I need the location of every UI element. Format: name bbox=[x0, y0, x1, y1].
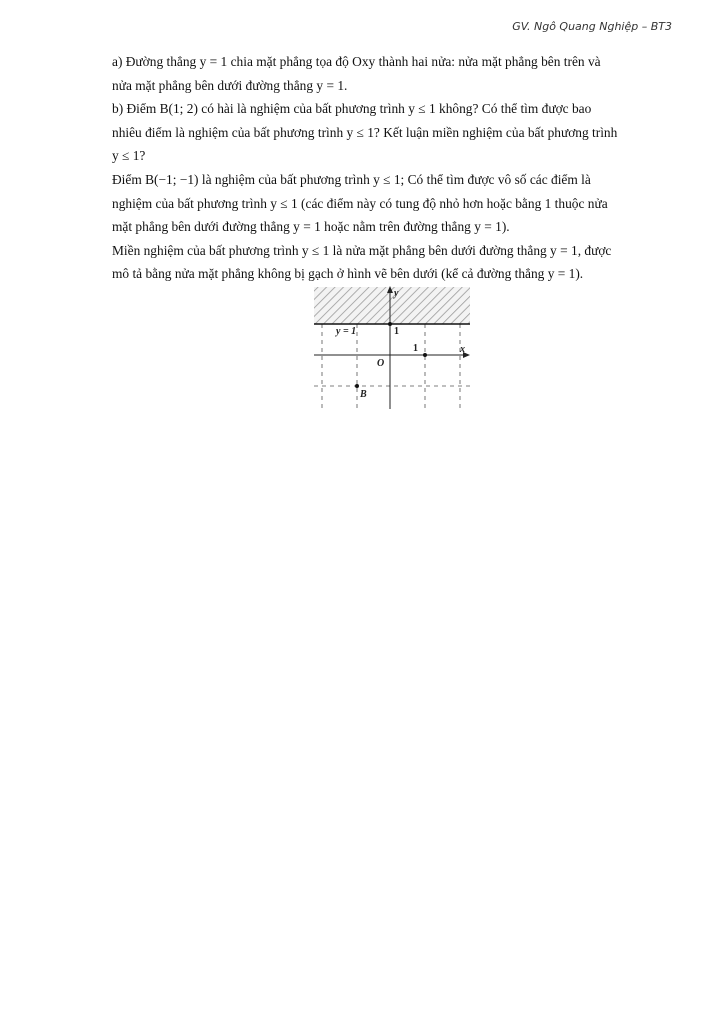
text-line: nhiêu điểm là nghiệm của bất phương trình y ≤ 1? Kết luận miền nghiệm của bất phương trình bbox=[112, 124, 618, 140]
text-line: y ≤ 1? bbox=[112, 148, 146, 164]
y-tick-label: 1 bbox=[394, 326, 399, 337]
text-line: nửa mặt phẳng bên dưới đường thẳng y = 1. bbox=[112, 77, 348, 93]
text-line: mô tả bằng nửa mặt phẳng không bị gạch ở hình vẽ bên dưới (kể cả đường thẳng y = 1). bbox=[112, 266, 584, 282]
page-header: GV. Ngô Quang Nghiệp – BT3 bbox=[512, 20, 672, 33]
x-axis-label: x bbox=[460, 344, 465, 355]
text-line: Điểm B(−1; −1) là nghiệm của bất phương trình y ≤ 1; Có thể tìm được vô số các điểm là bbox=[112, 171, 591, 187]
solution-region-graph bbox=[312, 284, 474, 412]
text-line: a) Đường thẳng y = 1 chia mặt phẳng tọa độ Oxy thành hai nửa: nửa mặt phẳng bên trên và bbox=[112, 54, 601, 69]
point-x1 bbox=[423, 353, 427, 357]
point-y1-intercept bbox=[388, 322, 392, 326]
text-line: mặt phẳng bên dưới đường thẳng y = 1 hoặc nằm trên đường thẳng y = 1). bbox=[112, 219, 510, 235]
line-label: y = 1 bbox=[336, 326, 357, 337]
y-axis-label: y bbox=[394, 288, 399, 299]
origin-label: O bbox=[377, 358, 385, 369]
text-line: Miền nghiệm của bất phương trình y ≤ 1 là nửa mặt phẳng bên dưới đường thẳng y = 1, được bbox=[112, 242, 612, 258]
point-b-label: B bbox=[360, 389, 367, 400]
x-tick-label: 1 bbox=[413, 343, 418, 354]
text-line: b) Điểm B(1; 2) có hài là nghiệm của bất phương trình y ≤ 1 không? Có thể tìm được bao bbox=[112, 101, 592, 117]
point-b bbox=[355, 384, 359, 388]
text-line: nghiệm của bất phương trình y ≤ 1 (các điểm này có tung độ nhỏ hơn hoặc bằng 1 thuộc nửa bbox=[112, 195, 608, 211]
document-body bbox=[112, 50, 672, 286]
